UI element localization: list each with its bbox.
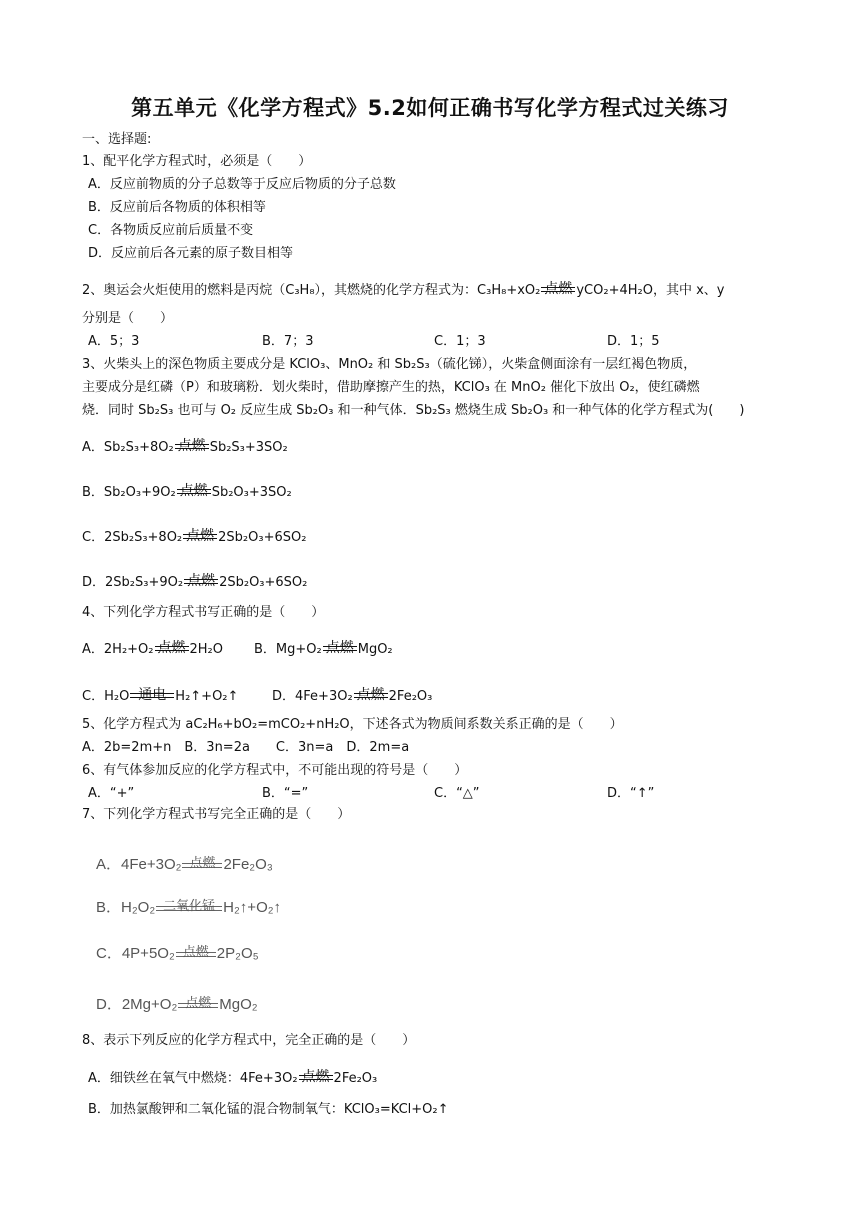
q7-d-condition: 点燃 (185, 995, 212, 1010)
q8-a-condition: 点燃 (301, 1069, 330, 1085)
q4-c-condition: 通电 (138, 687, 167, 703)
q3-c-reactants: C．2Sb₂S₃+8O₂ (82, 530, 183, 545)
q4-a-arrow (155, 641, 189, 659)
q3-b-condition: 点燃 (179, 483, 208, 499)
page-title: 第五单元《化学方程式》5.2如何正确书写化学方程式过关练习 (131, 96, 729, 120)
q7-b-products: H₂↑+O₂↑ (223, 899, 282, 916)
q7-stem: 7、下列化学方程式书写完全正确的是（ ） (82, 807, 351, 822)
q4-b-reactants: B．Mg+O₂ (254, 642, 322, 657)
q5-options: A．2b=2m+n B．3n=2a C．3n=a D．2m=a (82, 740, 410, 755)
q4-a-products: 2H₂O (189, 642, 223, 657)
q2-stem-pre: 2、奥运会火炬使用的燃料是丙烷（C₃H₈），其燃烧的化学方程式为：C₃H₈+xO₂ (82, 283, 541, 298)
q2-option-b: B．7；3 (262, 334, 314, 349)
q8-option-a (88, 1070, 377, 1088)
q7-option-b (96, 896, 281, 917)
q6-option-d: D．“↑” (607, 786, 655, 801)
q7-a-arrow (182, 857, 222, 874)
q4-a-condition: 点燃 (157, 640, 186, 656)
q2-option-d: D．1；5 (607, 334, 660, 349)
q4-d-reactants: D．4Fe+3O₂ (272, 689, 353, 704)
q6-option-c: C．“△” (434, 786, 480, 801)
q7-a-reactants: A．4Fe+3O₂ (96, 856, 182, 873)
q6-option-b: B．“=” (262, 786, 309, 801)
q4-b-condition: 点燃 (325, 640, 354, 656)
q1-option-b: B．反应前后各物质的体积相等 (88, 200, 266, 215)
q3-stem-line2: 主要成分是红磷（P）和玻璃粉．划火柴时，借助摩擦产生的热，KClO₃ 在 MnO₂ 催化下放出 O₂，使红磷燃 (82, 380, 700, 395)
q4-d-products: 2Fe₂O₃ (388, 689, 433, 704)
q3-b-products: Sb₂O₃+3SO₂ (211, 485, 292, 500)
q8-stem: 8、表示下列反应的化学方程式中，完全正确的是（ ） (82, 1033, 416, 1048)
q7-a-products: 2Fe₂O₃ (223, 856, 273, 873)
q4-c-reactants: C．H₂O (82, 689, 130, 704)
q3-d-products: 2Sb₂O₃+6SO₂ (219, 575, 308, 590)
q3-b-arrow (177, 484, 211, 502)
q8-a-products: 2Fe₂O₃ (333, 1071, 378, 1086)
q4-option-c (82, 688, 238, 706)
section-heading: 一、选择题: (82, 132, 152, 147)
q1-option-c: C．各物质反应前后质量不变 (88, 223, 254, 238)
q2-option-a: A．5；3 (88, 334, 140, 349)
q2-stem-post: yCO₂+4H₂O，其中 x、y (576, 283, 725, 298)
q7-c-products: 2P₂O₅ (216, 945, 259, 962)
q7-a-condition: 点燃 (189, 855, 216, 870)
q4-option-b (254, 641, 393, 659)
q7-option-c (96, 942, 259, 963)
q4-option-a (82, 641, 223, 659)
q6-option-a: A．“+” (88, 786, 135, 801)
q7-c-arrow (176, 946, 216, 963)
q7-c-condition: 点燃 (182, 944, 209, 959)
q4-a-reactants: A．2H₂+O₂ (82, 642, 154, 657)
q4-b-products: MgO₂ (357, 642, 393, 657)
q3-c-condition: 点燃 (186, 528, 215, 544)
q7-b-reactants: B．H₂O₂ (96, 899, 156, 916)
q3-stem-line3: 烧．同时 Sb₂S₃ 也可与 O₂ 反应生成 Sb₂O₃ 和一种气体．Sb₂S₃ 燃烧生成 Sb₂O₃ 和一种气体的化学方程式为( ) (82, 403, 745, 418)
q7-b-condition: 二氧化锰 (163, 898, 216, 913)
q3-option-a (82, 439, 288, 457)
q7-d-products: MgO₂ (219, 996, 258, 1013)
q4-d-condition: 点燃 (356, 687, 385, 703)
q7-c-reactants: C．4P+5O₂ (96, 945, 175, 962)
q1-option-a: A．反应前物质的分子总数等于反应后物质的分子总数 (88, 177, 396, 192)
q6-stem: 6、有气体参加反应的化学方程式中，不可能出现的符号是（ ） (82, 763, 468, 778)
q3-a-reactants: A．Sb₂S₃+8O₂ (82, 440, 174, 455)
q4-d-arrow (354, 688, 388, 706)
q2-stem (82, 282, 724, 300)
q7-d-arrow (178, 997, 218, 1014)
q3-d-arrow (184, 574, 218, 592)
q4-c-products: H₂↑+O₂↑ (175, 689, 239, 704)
q3-option-c (82, 529, 306, 547)
q3-stem-line1: 3、火柴头上的深色物质主要成分是 KClO₃、MnO₂ 和 Sb₂S₃（硫化锑），火柴盒侧面涂有一层红褐色物质， (82, 357, 697, 372)
q4-b-arrow (323, 641, 357, 659)
q8-a-arrow (299, 1070, 333, 1088)
q3-c-products: 2Sb₂O₃+6SO₂ (218, 530, 307, 545)
q2-stem-continued: 分别是（ ） (82, 311, 174, 326)
q2-condition-arrow (541, 282, 575, 300)
q7-b-arrow (156, 900, 222, 917)
q4-stem: 4、下列化学方程式书写正确的是（ ） (82, 605, 325, 620)
q3-b-reactants: B．Sb₂O₃+9O₂ (82, 485, 176, 500)
q3-d-condition: 点燃 (187, 573, 216, 589)
q3-a-products: Sb₂S₃+3SO₂ (209, 440, 288, 455)
q1-stem: 1、配平化学方程式时，必须是（ ） (82, 154, 312, 169)
q4-option-d (272, 688, 432, 706)
q3-c-arrow (183, 529, 217, 547)
q7-option-d (96, 993, 258, 1014)
q5-stem: 5、化学方程式为 aC₂H₆+bO₂=mCO₂+nH₂O，下述各式为物质间系数关系正确的是（ ） (82, 717, 623, 732)
q3-a-condition: 点燃 (177, 438, 206, 454)
q4-c-arrow (130, 688, 174, 706)
q8-a-text: A．细铁丝在氧气中燃烧：4Fe+3O₂ (88, 1071, 298, 1086)
q2-condition: 点燃 (544, 281, 573, 297)
q3-a-arrow (175, 439, 209, 457)
q3-option-d (82, 574, 307, 592)
q3-option-b (82, 484, 292, 502)
q7-option-a (96, 853, 273, 874)
q1-option-d: D．反应前后各元素的原子数目相等 (88, 246, 294, 261)
q2-option-c: C．1；3 (434, 334, 486, 349)
q7-d-reactants: D．2Mg+O₂ (96, 996, 178, 1013)
q8-option-b: B．加热氯酸钾和二氧化锰的混合物制氧气：KClO₃=KCl+O₂↑ (88, 1102, 449, 1117)
q3-d-reactants: D．2Sb₂S₃+9O₂ (82, 575, 184, 590)
